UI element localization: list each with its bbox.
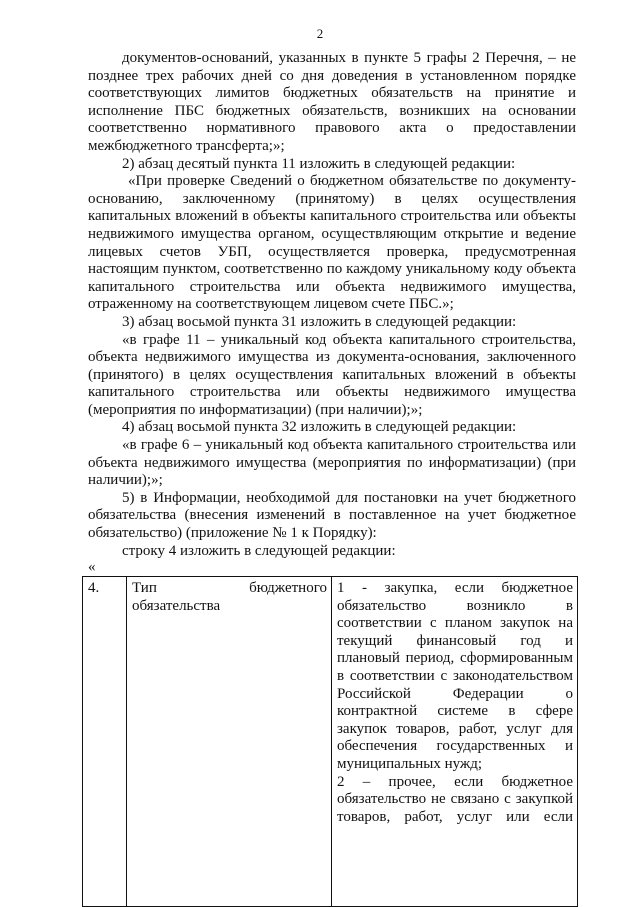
description-item-1: 1 - закупка, если бюджетное обязательство возникло в соответствии с планом закупок на текущий финансовый год и плановый период, сформированным в соответствии с законодательством Российской Федерации о контрактной системе в сфере закупок товаров, работ, услуг для обеспечения государственных и муниципальных нужд;	[337, 580, 573, 772]
info-table	[82, 576, 578, 907]
paragraph-quote-32: «в графе 6 – уникальный код объекта капитального строительства или объекта недвижимого имущества (мероприятия по информатизации) (при наличии);»;	[88, 437, 576, 489]
paragraph-row-instruction: строку 4 изложить в следующей редакции:	[122, 542, 396, 559]
row-description-cell	[332, 577, 578, 907]
paragraph-quote-11: «При проверке Сведений о бюджетном обязательстве по документу-основанию, заключенному (принятому) в целях осуществления капитальных вложений в объекты капитального строительства или объекты недвижимого имущества органом, осуществляющим открытие и ведение лицевых счетов УБП, осуществляется проверка, предусмотренная настоящим пунктом, соответственно по каждому уникальному коду объекта капитального строительства или объекта недвижимого имущества, отраженному на соответствующем лицевом счете ПБС.»;	[88, 173, 576, 313]
description-item-2: 2 – прочее, если бюджетное обязательство не связано с закупкой товаров, работ, услуг или если	[337, 773, 573, 825]
paragraph-item-5: 5) в Информации, необходимой для постановки на учет бюджетного обязательства (внесения изменений в поставленное на учет бюджетное обязательство) (приложение № 1 к Порядку):	[88, 489, 576, 542]
page-number: 2	[316, 26, 324, 41]
paragraph-item-3: 3) абзац восьмой пункта 31 изложить в следующей редакции:	[122, 313, 517, 330]
paragraph-item-4: 4) абзац восьмой пункта 32 изложить в следующей редакции:	[122, 419, 517, 436]
row-number-cell: 4.	[83, 577, 127, 907]
row-name-text: Тип бюджетного обязательства	[132, 580, 327, 614]
row-name-cell	[127, 577, 332, 907]
paragraph-item-2: 2) абзац десятый пункта 11 изложить в следующей редакции:	[122, 155, 516, 172]
paragraph-continuation: документов-оснований, указанных в пункте 5 графы 2 Перечня, – не позднее трех рабочих дней со дня доведения в установленном порядке соответствующих лимитов бюджетных обязательств на принятие и исполнение ПБС бюджетных обязательств, возникших на основании соответственно нормативного правового акта о предоставлении межбюджетного трансферта;»;	[88, 50, 576, 154]
table-row	[83, 577, 578, 907]
opening-quote: «	[88, 559, 96, 575]
paragraph-quote-31: «в графе 11 – уникальный код объекта капитального строительства, объекта недвижимого имущества из документа-основания, заключенного (принятого) в целях осуществления капитальных вложений в объекты капитального строительства или объекты недвижимого имущества (мероприятия по информатизации) (при наличии);»;	[88, 331, 576, 418]
document-body	[88, 50, 576, 560]
